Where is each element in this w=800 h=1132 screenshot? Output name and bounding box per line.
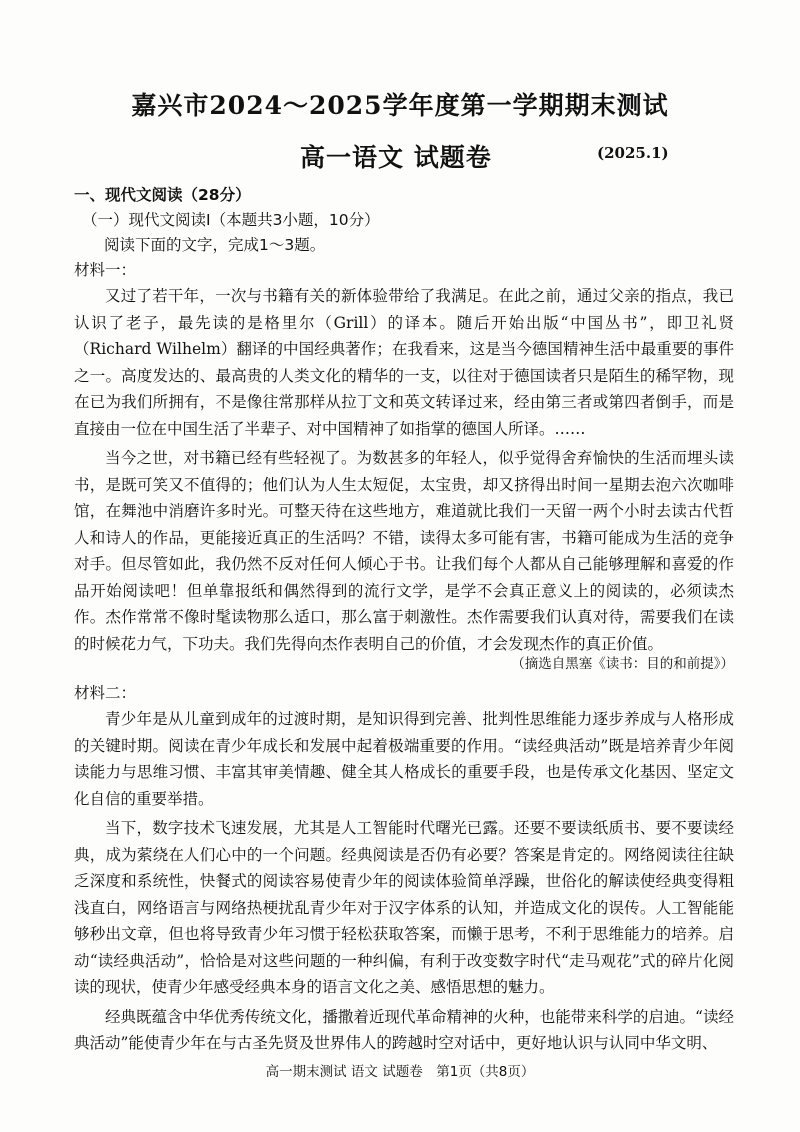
material-two-paragraph: 青少年是从儿童到成年的过渡时期，是知识得到完善、批判性思维能力逐步养成与人格形成的关键时期。阅读在青少年成长和发展中起着极端重要的作用。“读经典活动”既是培养青少年阅读能力与思维习惯、丰富其审美情趣、健全其人格成长的重要手段，也是传承文化基因、坚定文化自信的重要举措。 (74, 710, 734, 808)
material-one-text (74, 283, 734, 660)
material-one-citation: （摘选自黑塞《读书：目的和前提》） (511, 656, 734, 672)
material-two-paragraph: 经典既蕴含中华优秀传统文化，播撒着近现代革命精神的火种，也能带来科学的启迪。“读经典活动”能使青少年在与古圣先贤及世界伟人的跨越时空对话中，更好地认识与认同中华文明、 (74, 1007, 734, 1052)
page-title: 嘉兴市2024～2025学年度第一学期期末测试 (131, 91, 669, 120)
material-one-paragraph: 又过了若干年，一次与书籍有关的新体验带给了我满足。在此之前，通过父亲的指点，我已认识了老子，最先读的是格里尔（Grill）的译本。随后开始出版“中国丛书”，即卫礼贤（Richard Wilhelm）翻译的中国经典著作；在我看来，这是当今德国精神生活中最重要的事件之一。高度发达的、最高贵的人类文化的精华的一支，以往对于德国读者只是陌生的稀罕物，现在已为我们所拥有，不是像往常那样从拉丁文和英文转译过来，经由第三者或第四者倒手，而是直接由一位在中国生活了半辈子、对中国精神了如指掌的德国人所译。…… (74, 287, 734, 438)
page-footer: 高一期末测试 语文 试题卷 第1页（共8页） (265, 1064, 535, 1080)
exam-date: (2025.1) (597, 144, 669, 162)
section-sub-heading: （一）现代文阅读Ⅰ（本题共3小题，10分） (82, 211, 380, 229)
subtitle-row (0, 138, 800, 172)
material-two-paragraph: 当下，数字技术飞速发展，尤其是人工智能时代曙光已露。还要不要读纸质书、要不要读经典，成为萦绕在人们心中的一个问题。经典阅读是否仍有必要？答案是肯定的。网络阅读往往缺乏深度和系统性，快餐式的阅读容易使青少年的阅读体验简单浮躁，世俗化的解读使经典变得粗浅直白，网络语言与网络热梗扰乱青少年对于汉字体系的认知，并造成文化的误传。人工智能能够秒出文章，但也将导致青少年习惯于轻松获取答案，而懒于思考，不利于思维能力的培养。启动“读经典活动”，恰恰是对这些问题的一种纠偏，有利于改变数字时代“走马观花”式的碎片化阅读的现状，使青少年感受经典本身的语言文化之美、感悟思想的魅力。 (74, 819, 734, 996)
material-one-label: 材料一： (74, 261, 137, 279)
section-heading: 一、现代文阅读（28分） (74, 186, 251, 204)
reading-instruction: 阅读下面的文字，完成1～3题。 (104, 236, 326, 254)
material-two-text (74, 706, 734, 1060)
exam-subtitle: 高一语文 试题卷 (300, 143, 492, 172)
material-two-label: 材料二： (74, 684, 137, 702)
material-one-paragraph: 当今之世，对书籍已经有些轻视了。为数甚多的年轻人，似乎觉得舍弃愉快的生活而埋头读书，是既可笑又不值得的；他们认为人生太短促，太宝贵，却又挤得出时间一星期去泡六次咖啡馆，在舞池中消磨许多时光。可整天待在这些地方，难道就比我们一天留一两个小时去读古代哲人和诗人的作品，更能接近真正的生活吗？不错，读得太多可能有害，书籍可能成为生活的竞争对手。但尽管如此，我仍然不反对任何人倾心于书。让我们每个人都从自己能够理解和喜爱的作品开始阅读吧！但单靠报纸和偶然得到的流行文学，是学不会真正意义上的阅读的，必须读杰作。杰作常常不像时髦读物那么适口，那么富于刺激性。杰作需要我们认真对待，需要我们在读的时候花力气，下功夫。我们先得向杰作表明自己的价值，才会发现杰作的真正价值。 (74, 449, 734, 653)
